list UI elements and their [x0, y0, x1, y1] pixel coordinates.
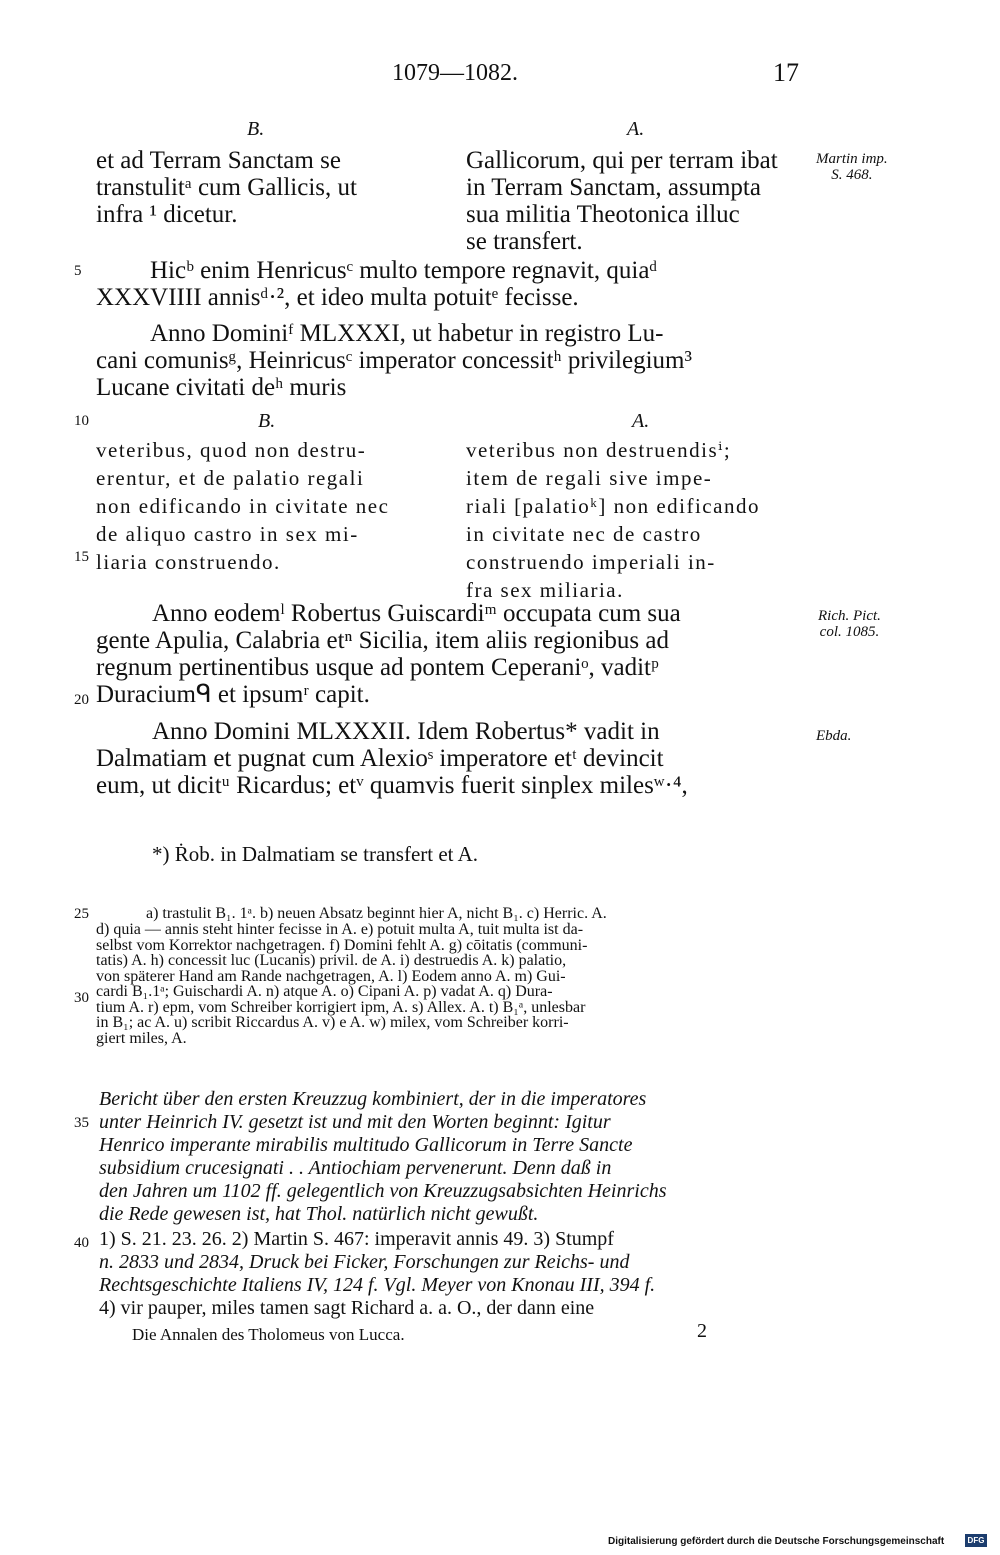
text-line: gente Apulia, Calabria etⁿ Sicilia, item aliis regionibus ad — [96, 627, 670, 654]
commentary-line: den Jahren um 1102 ff. gelegentlich von Kreuzzugsabsichten Heinrichs — [99, 1180, 667, 1202]
paragraph-anno-mlxxxii — [96, 718, 688, 799]
text-line: cani comunisᵍ, Heinricusᶜ imperator concessitʰ privilegium³ — [96, 347, 692, 374]
text-line: Anno Dominiᶠ MLXXXI, ut habetur in registro Lu- — [150, 320, 664, 347]
footnotes — [146, 906, 811, 922]
footnote-line: in B₁; ac A. u) scribit Riccardus A. v) e A. w) milex, vom Schreiber korri- — [96, 1014, 569, 1031]
text-line: XXXVIIII annisᵈ·², et ideo multa potuitᵉ fecisse. — [96, 284, 579, 311]
column-label-a: A. — [627, 118, 645, 140]
margin-note-martin — [816, 151, 888, 183]
text-line: construendo imperiali in- — [466, 550, 716, 574]
margin-line: Martin imp. — [816, 151, 888, 167]
text-line: et ad Terram Sanctam se — [96, 147, 341, 174]
line-number: 30 — [74, 990, 89, 1006]
asterisk-note: *) Ṙob. in Dalmatiam se transfert et A. — [152, 842, 479, 866]
text-line: Anno eodemˡ Robertus Guiscardiᵐ occupata cum sua — [152, 600, 681, 627]
text-line: item de regali sive impe- — [466, 466, 713, 490]
footnote-line: d) quia — annis steht hinter fecisse in A. e) potuit multa A, tuit multa ist da- — [96, 921, 584, 938]
block1-column-b — [96, 147, 357, 228]
text-line: Dalmatiam et pugnat cum Alexioˢ imperatore etᵗ devincit — [96, 745, 664, 772]
margin-note-rich-pict — [818, 608, 881, 640]
footnote-line: selbst vom Korrektor nachgetragen. f) Domini fehlt A. g) cōitatis (communi- — [96, 936, 588, 954]
page-number: 17 — [773, 58, 799, 87]
numbered-notes — [99, 1228, 811, 1320]
commentary-line: die Rede gewesen ist, hat Thol. natürlich nicht gewußt. — [99, 1203, 539, 1225]
column-label-b: B. — [258, 410, 276, 432]
margin-line: S. 468. — [831, 167, 873, 183]
text-line: in civitate nec de castro — [466, 522, 702, 546]
text-line: Anno Domini MLXXXII. Idem Robertus* vadit in — [152, 718, 660, 745]
paragraph-henricus — [96, 257, 808, 311]
footnote-line: von späterer Hand am Rande nachgetragen, A. l) Eodem anno A. m) Gui- — [96, 967, 566, 985]
line-number: 25 — [74, 906, 89, 922]
text-line: regnum pertinentibus usque ad pontem Ceperaniᵒ, vaditᵖ — [96, 654, 659, 681]
text-line: se transfert. — [466, 228, 583, 255]
text-line: eum, ut dicitᵘ Ricardus; etᵛ quamvis fuerit sinplex milesʷ·⁴, — [96, 772, 688, 799]
note-line: 4) vir pauper, miles tamen sagt Richard a. a. O., der dann eine — [99, 1297, 595, 1319]
signature-number: 2 — [697, 1320, 707, 1342]
footnote-line: a) trastulit B₁. 1ᵃ. b) neuen Absatz beginnt hier A, nicht B₁. c) Herric. A. — [146, 905, 607, 922]
note-line: Rechtsgeschichte Italiens IV, 124 f. Vgl. Meyer von Knonau III, 394 f. — [99, 1274, 656, 1296]
line-number: 15 — [74, 549, 89, 565]
margin-line: col. 1085. — [819, 624, 880, 640]
text-line: sua militia Theotonica illuc — [466, 201, 740, 228]
margin-note-ebda: Ebda. — [816, 728, 852, 744]
text-line: Gallicorum, qui per terram ibat — [466, 147, 778, 174]
line-number: 5 — [74, 263, 82, 279]
margin-line: Rich. Pict. — [818, 608, 881, 624]
text-line: riali [palatioᵏ] non edificando — [466, 494, 760, 518]
line-number: 20 — [74, 692, 89, 708]
footnote-line: giert miles, A. — [96, 1029, 187, 1047]
running-header: 1079—1082. — [392, 60, 518, 86]
block1-column-a — [466, 147, 778, 255]
line-number: 40 — [74, 1235, 89, 1251]
commentary-line: subsidium crucesignati . . Antiochiam pervenerunt. Denn daß in — [99, 1157, 612, 1179]
paragraph-anno-eodem — [96, 600, 681, 708]
footnote-line: tatis) A. h) concessit luc (Lucanis) privil. de A. i) destruedis A. k) palatio, — [96, 952, 567, 969]
footnote-line: cardi B₁.1ᵃ; Guischardi A. n) atque A. o) Cipani A. p) vadat A. q) Dura- — [96, 983, 553, 1000]
text-line: non edificando in civitate nec — [96, 494, 390, 518]
dfg-logo: DFG — [965, 1534, 987, 1547]
block2-column-a — [466, 436, 760, 604]
commentary-line: unter Heinrich IV. gesetzt ist und mit den Worten beginnt: Igitur — [99, 1111, 611, 1133]
text-line: Duraciumᑫ et ipsumʳ capit. — [96, 681, 370, 708]
line-number: 10 — [74, 413, 89, 429]
commentary-line: Bericht über den ersten Kreuzzug kombiniert, der in die imperatores — [99, 1088, 647, 1110]
digitization-credit: Digitalisierung gefördert durch die Deutsche Forschungsgemeinschaft — [608, 1536, 945, 1547]
block2-column-b — [96, 436, 389, 576]
paragraph-anno-mlxxxi — [96, 320, 692, 401]
line-number: 35 — [74, 1115, 89, 1131]
commentary-line: Henrico imperante mirabilis multitudo Gallicorum in Terre Sancte — [99, 1134, 633, 1156]
signature-title: Die Annalen des Tholomeus von Lucca. — [132, 1325, 405, 1344]
text-line: fra sex miliaria. — [466, 578, 624, 602]
note-line: n. 2833 und 2834, Druck bei Ficker, Forschungen zur Reichs- und — [99, 1251, 630, 1273]
footnote-line: tium A. r) epm, vom Schreiber korrigiert ipm, A. s) Allex. A. t) B₁ᵃ, unlesbar — [96, 998, 586, 1016]
text-line: Hicᵇ enim Henricusᶜ multo tempore regnavit, quiaᵈ — [150, 257, 658, 284]
text-line: liaria construendo. — [96, 550, 281, 574]
text-line: Lucane civitati deʰ muris — [96, 374, 347, 401]
text-line: veteribus, quod non destru- — [96, 438, 367, 462]
text-line: in Terram Sanctam, assumpta — [466, 174, 761, 201]
note-line: 1) S. 21. 23. 26. 2) Martin S. 467: imperavit annis 49. 3) Stumpf — [99, 1228, 614, 1250]
text-line: veteribus non destruendisⁱ; — [466, 438, 732, 462]
text-line: infra ¹ dicetur. — [96, 201, 238, 228]
column-label-b: B. — [247, 118, 265, 140]
commentary — [99, 1088, 811, 1226]
footnotes-cont — [96, 922, 810, 1046]
text-line: de aliquo castro in sex mi- — [96, 522, 359, 546]
text-line: transtulitᵃ cum Gallicis, ut — [96, 174, 357, 201]
column-label-a: A. — [632, 410, 650, 432]
text-line: erentur, et de palatio regali — [96, 466, 365, 490]
